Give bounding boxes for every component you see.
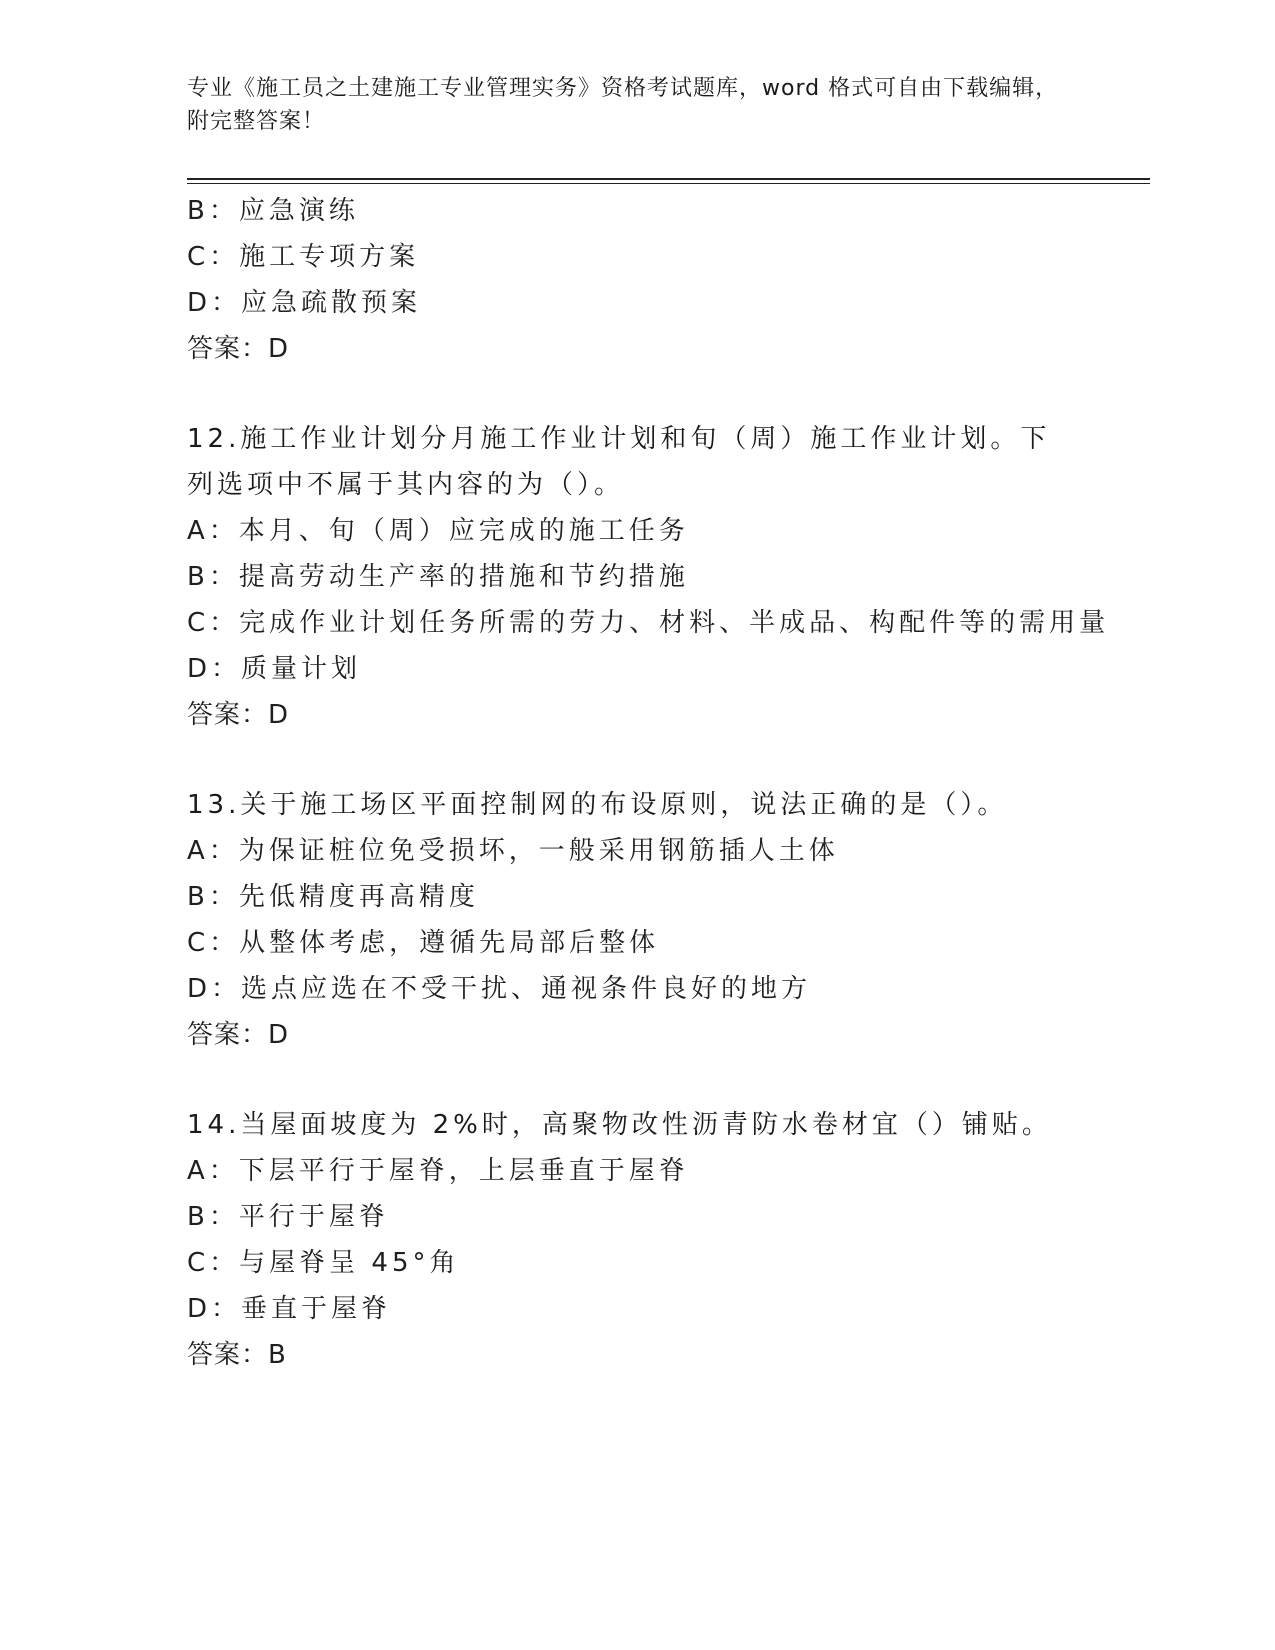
- document-body: [187, 188, 1110, 1378]
- spacer: [187, 372, 1087, 416]
- answer-line: 答案：D: [187, 1020, 290, 1050]
- option-b: B：应急演练: [187, 196, 359, 226]
- question-stem: 12.施工作业计划分月施工作业计划和旬（周）施工作业计划。下列选项中不属于其内容的为（）。: [187, 424, 1051, 500]
- option-d: D：质量计划: [187, 654, 362, 684]
- option-b: B：提高劳动生产率的措施和节约措施: [187, 562, 689, 592]
- option-b: B：先低精度再高精度: [187, 882, 479, 912]
- spacer: [187, 1058, 1087, 1102]
- option-d: D：选点应选在不受干扰、通视条件良好的地方: [187, 974, 812, 1004]
- option-c: C：完成作业计划任务所需的劳力、材料、半成品、构配件等的需用量: [187, 608, 1110, 638]
- option-a: A：下层平行于屋脊，上层垂直于屋脊: [187, 1156, 689, 1186]
- question-14: [187, 1102, 1087, 1378]
- answer-line: 答案：D: [187, 334, 290, 364]
- question-stem: 14.当屋面坡度为 2%时，高聚物改性沥青防水卷材宜（）铺贴。: [187, 1110, 1052, 1140]
- option-a: A：为保证桩位免受损坏，一般采用钢筋插人土体: [187, 836, 839, 866]
- question-11-continuation: [187, 188, 1087, 372]
- option-c: C：与屋脊呈 45°角: [187, 1248, 460, 1278]
- spacer: [187, 738, 1087, 782]
- question-12: [187, 416, 1110, 738]
- option-b: B：平行于屋脊: [187, 1202, 389, 1232]
- answer-line: 答案：D: [187, 700, 290, 730]
- option-c: C：施工专项方案: [187, 242, 420, 272]
- question-13: [187, 782, 1087, 1058]
- document-header: 专业《施工员之土建施工专业管理实务》资格考试题库，word 格式可自由下载编辑，附完整答案！: [187, 76, 1059, 134]
- header-divider-thick: [187, 178, 1150, 180]
- option-c: C：从整体考虑，遵循先局部后整体: [187, 928, 660, 958]
- option-d: D：垂直于屋脊: [187, 1294, 392, 1324]
- header-divider-thin: [187, 183, 1150, 184]
- answer-line: 答案：B: [187, 1340, 287, 1370]
- option-d: D：应急疏散预案: [187, 288, 422, 318]
- option-a: A：本月、旬（周）应完成的施工任务: [187, 516, 689, 546]
- question-stem: 13.关于施工场区平面控制网的布设原则，说法正确的是（）。: [187, 790, 1008, 820]
